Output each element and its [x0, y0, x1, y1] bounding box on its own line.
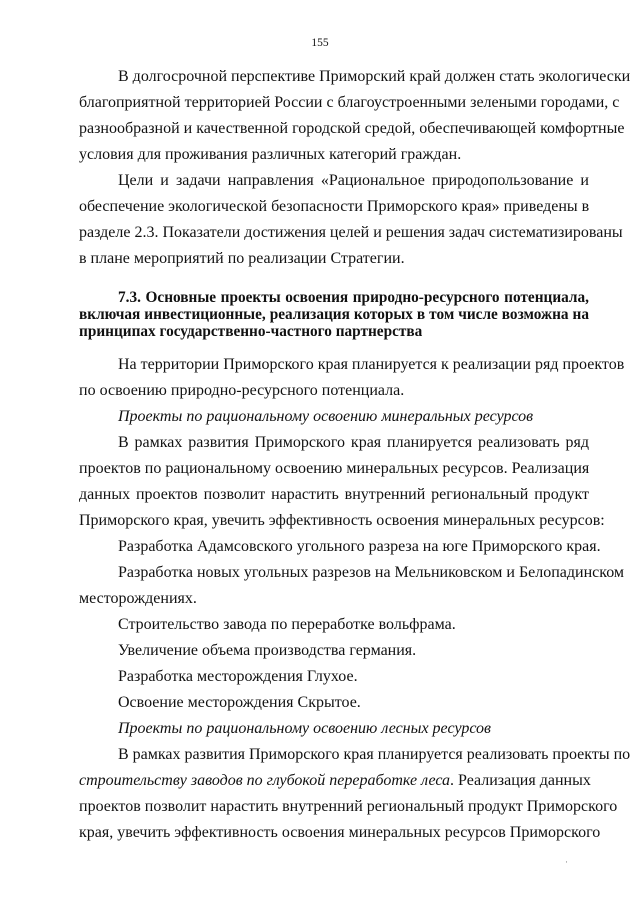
- list-item: Увеличение объема производства германия.: [118, 642, 417, 659]
- text-line: В рамках развития Приморского края планируется реализовать проекты по: [118, 746, 631, 763]
- list-item-continuation: месторождениях.: [79, 590, 197, 607]
- text-line: данных проектов позволит нарастить внутренний региональный продукт: [79, 486, 589, 503]
- text-line: На территории Приморского края планируется к реализации ряд проектов: [118, 356, 625, 373]
- italic-phrase: строительству заводов по глубокой переработке леса: [79, 772, 451, 789]
- list-item: Разработка новых угольных разрезов на Мельниковском и Белопадинском: [118, 564, 625, 581]
- text-fragment: . Реализация данных: [450, 772, 591, 789]
- list-item: Строительство завода по переработке вольфрама.: [118, 616, 456, 633]
- section-heading-line: 7.3. Основные проекты освоения природно-ресурсного потенциала,: [118, 289, 589, 306]
- text-line: разделе 2.3. Показатели достижения целей и решения задач систематизированы: [79, 224, 623, 241]
- list-item: Разработка Адамсовского угольного разреза на юге Приморского края.: [118, 538, 601, 555]
- list-item: Разработка месторождения Глухое.: [118, 668, 358, 685]
- text-line: В рамках развития Приморского края планируется реализовать ряд: [118, 434, 589, 451]
- text-line: разнообразной и качественной городской средой, обеспечивающей комфортные: [79, 120, 625, 137]
- text-line-mixed: [79, 771, 589, 791]
- text-line: обеспечение экологической безопасности Приморского края» приведены в: [79, 198, 590, 215]
- text-line: В долгосрочной перспективе Приморский край должен стать экологически: [118, 68, 631, 85]
- section-heading-line: включая инвестиционные, реализация которых в том числе возможна на: [79, 306, 589, 323]
- text-line: по освоению природно-ресурсного потенциала.: [79, 382, 405, 399]
- page-number: 155: [311, 37, 329, 49]
- text-line: благоприятной территорией России с благоустроенными зелеными городами, с: [79, 94, 620, 111]
- text-line: Приморского края, увечить эффективность освоения минеральных ресурсов:: [79, 512, 605, 529]
- list-item: Освоение месторождения Скрытое.: [118, 694, 361, 711]
- subsection-title: Проекты по рациональному освоению минеральных ресурсов: [118, 408, 534, 425]
- text-line: в плане мероприятий по реализации Стратегии.: [79, 250, 405, 267]
- text-line: проектов по рациональному освоению минеральных ресурсов. Реализация: [79, 460, 590, 477]
- text-line: Цели и задачи направления «Рациональное природопользование и: [118, 172, 589, 189]
- text-line: проектов позволит нарастить внутренний региональный продукт Приморского: [79, 798, 618, 815]
- text-line: условия для проживания различных категорий граждан.: [79, 146, 462, 163]
- subsection-title: Проекты по рациональному освоению лесных ресурсов: [118, 720, 491, 737]
- scan-mark: ·: [565, 857, 568, 867]
- section-heading-line: принципах государственно-частного партнерства: [79, 323, 423, 340]
- text-line: края, увечить эффективность освоения минеральных ресурсов Приморского: [79, 824, 601, 841]
